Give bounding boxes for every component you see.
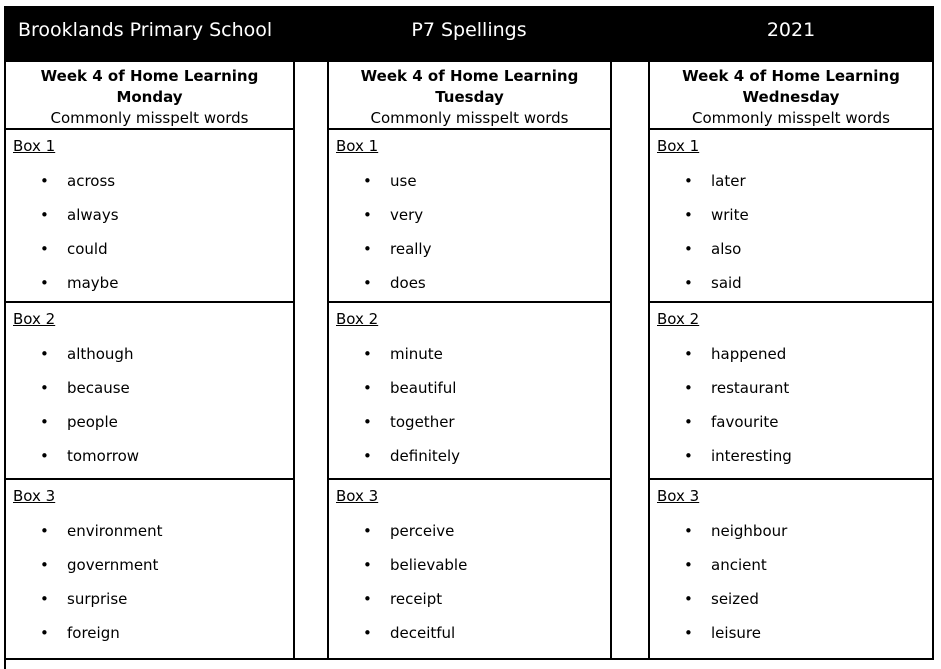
bullet-icon: • [363,379,372,397]
word-item [336,164,610,198]
box-label: Box 3 [657,487,700,505]
banner-row [4,6,934,62]
column-gap [612,62,648,658]
word-text: definitely [390,447,461,465]
word-text: minute [390,345,443,363]
spelling-box [329,480,610,658]
word-item [657,548,932,582]
word-item [336,582,610,616]
word-text: environment [67,522,163,540]
word-text: maybe [67,274,119,292]
spelling-box [329,130,610,303]
spelling-box [650,130,932,303]
bullet-icon: • [363,413,372,431]
box-label: Box 3 [13,487,56,505]
bullet-icon: • [684,624,693,642]
week-title: Week 4 of Home Learning [360,67,579,85]
bullet-icon: • [363,447,372,465]
word-text: government [67,556,159,574]
year-label: 2021 [766,19,816,41]
bullet-icon: • [684,413,693,431]
day-title: Tuesday [435,88,504,106]
box-label: Box 2 [657,310,700,328]
word-text: foreign [67,624,120,642]
word-text: said [711,274,742,292]
word-item [657,616,932,650]
word-text: surprise [67,590,128,608]
word-item [657,337,932,371]
bullet-icon: • [363,345,372,363]
week-title: Week 4 of Home Learning [40,67,259,85]
school-title: Brooklands Primary School [18,19,273,41]
bullet-icon: • [363,172,372,190]
day-column [4,62,295,658]
word-text: people [67,413,118,431]
columns-grid [4,62,934,660]
word-text: perceive [390,522,455,540]
word-item [13,548,293,582]
bullet-icon: • [40,240,49,258]
column-subtitle: Commonly misspelt words [370,109,569,127]
word-item [13,198,293,232]
word-list [13,514,293,650]
word-item [657,371,932,405]
word-item [657,582,932,616]
word-text: together [390,413,455,431]
word-text: does [390,274,426,292]
word-list [13,164,293,300]
word-text: also [711,240,742,258]
word-item [13,371,293,405]
bullet-icon: • [363,206,372,224]
word-text: write [711,206,749,224]
word-item [657,164,932,198]
bullet-icon: • [684,172,693,190]
word-item [336,337,610,371]
word-list [336,164,610,300]
word-item [336,198,610,232]
word-item [13,439,293,473]
word-item [13,266,293,300]
subject-title: P7 Spellings [411,19,527,41]
spelling-box [329,303,610,480]
day-column [327,62,612,658]
word-text: although [67,345,134,363]
word-item [13,514,293,548]
word-text: use [390,172,417,190]
day-title: Wednesday [742,88,840,106]
word-text: ancient [711,556,767,574]
word-item [657,232,932,266]
word-item [13,337,293,371]
word-list [13,337,293,473]
box-label: Box 2 [13,310,56,328]
word-item [657,439,932,473]
word-text: because [67,379,130,397]
column-header [650,62,932,130]
bullet-icon: • [684,345,693,363]
word-text: tomorrow [67,447,140,465]
bullet-icon: • [684,274,693,292]
word-list [657,514,932,650]
word-text: interesting [711,447,792,465]
column-header [329,62,610,130]
bullet-icon: • [40,522,49,540]
word-text: really [390,240,432,258]
word-text: receipt [390,590,443,608]
bullet-icon: • [40,590,49,608]
bullet-icon: • [684,522,693,540]
word-item [336,548,610,582]
box-label: Box 1 [13,137,56,155]
word-text: could [67,240,108,258]
word-item [336,232,610,266]
spelling-box [650,480,932,658]
box-label: Box 1 [336,137,379,155]
day-column [648,62,934,658]
bullet-icon: • [363,522,372,540]
bullet-icon: • [40,556,49,574]
word-text: favourite [711,413,779,431]
word-text: leisure [711,624,761,642]
bullet-icon: • [363,590,372,608]
column-subtitle: Commonly misspelt words [691,109,891,127]
bullet-icon: • [363,240,372,258]
spelling-box [6,303,293,480]
word-item [657,405,932,439]
bullet-icon: • [40,274,49,292]
bullet-icon: • [684,556,693,574]
column-header [6,62,293,130]
spelling-box [6,130,293,303]
word-item [13,164,293,198]
bullet-icon: • [40,206,49,224]
word-item [13,616,293,650]
word-item [336,405,610,439]
bullet-icon: • [684,206,693,224]
column-gap [295,62,327,658]
box-label: Box 2 [336,310,379,328]
column-subtitle: Commonly misspelt words [50,109,249,127]
word-text: restaurant [711,379,790,397]
bullet-icon: • [40,624,49,642]
box-label: Box 1 [657,137,700,155]
bullet-icon: • [684,240,693,258]
word-item [336,616,610,650]
next-row-partial [4,660,936,669]
word-text: happened [711,345,787,363]
bullet-icon: • [40,172,49,190]
word-item [13,582,293,616]
word-item [336,371,610,405]
word-list [657,337,932,473]
bullet-icon: • [684,379,693,397]
box-label: Box 3 [336,487,379,505]
bullet-icon: • [40,447,49,465]
week-title: Week 4 of Home Learning [682,67,900,85]
word-text: neighbour [711,522,788,540]
word-text: beautiful [390,379,457,397]
word-item [657,198,932,232]
bullet-icon: • [40,345,49,363]
bullet-icon: • [684,590,693,608]
bullet-icon: • [363,624,372,642]
word-text: across [67,172,116,190]
word-item [336,266,610,300]
word-text: always [67,206,119,224]
spelling-box [6,480,293,658]
bullet-icon: • [363,274,372,292]
word-item [13,405,293,439]
bullet-icon: • [40,379,49,397]
word-text: seized [711,590,759,608]
word-item [657,514,932,548]
bullet-icon: • [684,447,693,465]
word-list [336,514,610,650]
word-text: later [711,172,746,190]
word-item [336,514,610,548]
word-item [13,232,293,266]
word-list [336,337,610,473]
word-item [336,439,610,473]
word-text: deceitful [390,624,456,642]
bullet-icon: • [40,413,49,431]
bullet-icon: • [363,556,372,574]
word-text: very [390,206,424,224]
spelling-box [650,303,932,480]
word-list [657,164,932,300]
word-text: believable [390,556,468,574]
day-title: Monday [116,88,183,106]
word-item [657,266,932,300]
